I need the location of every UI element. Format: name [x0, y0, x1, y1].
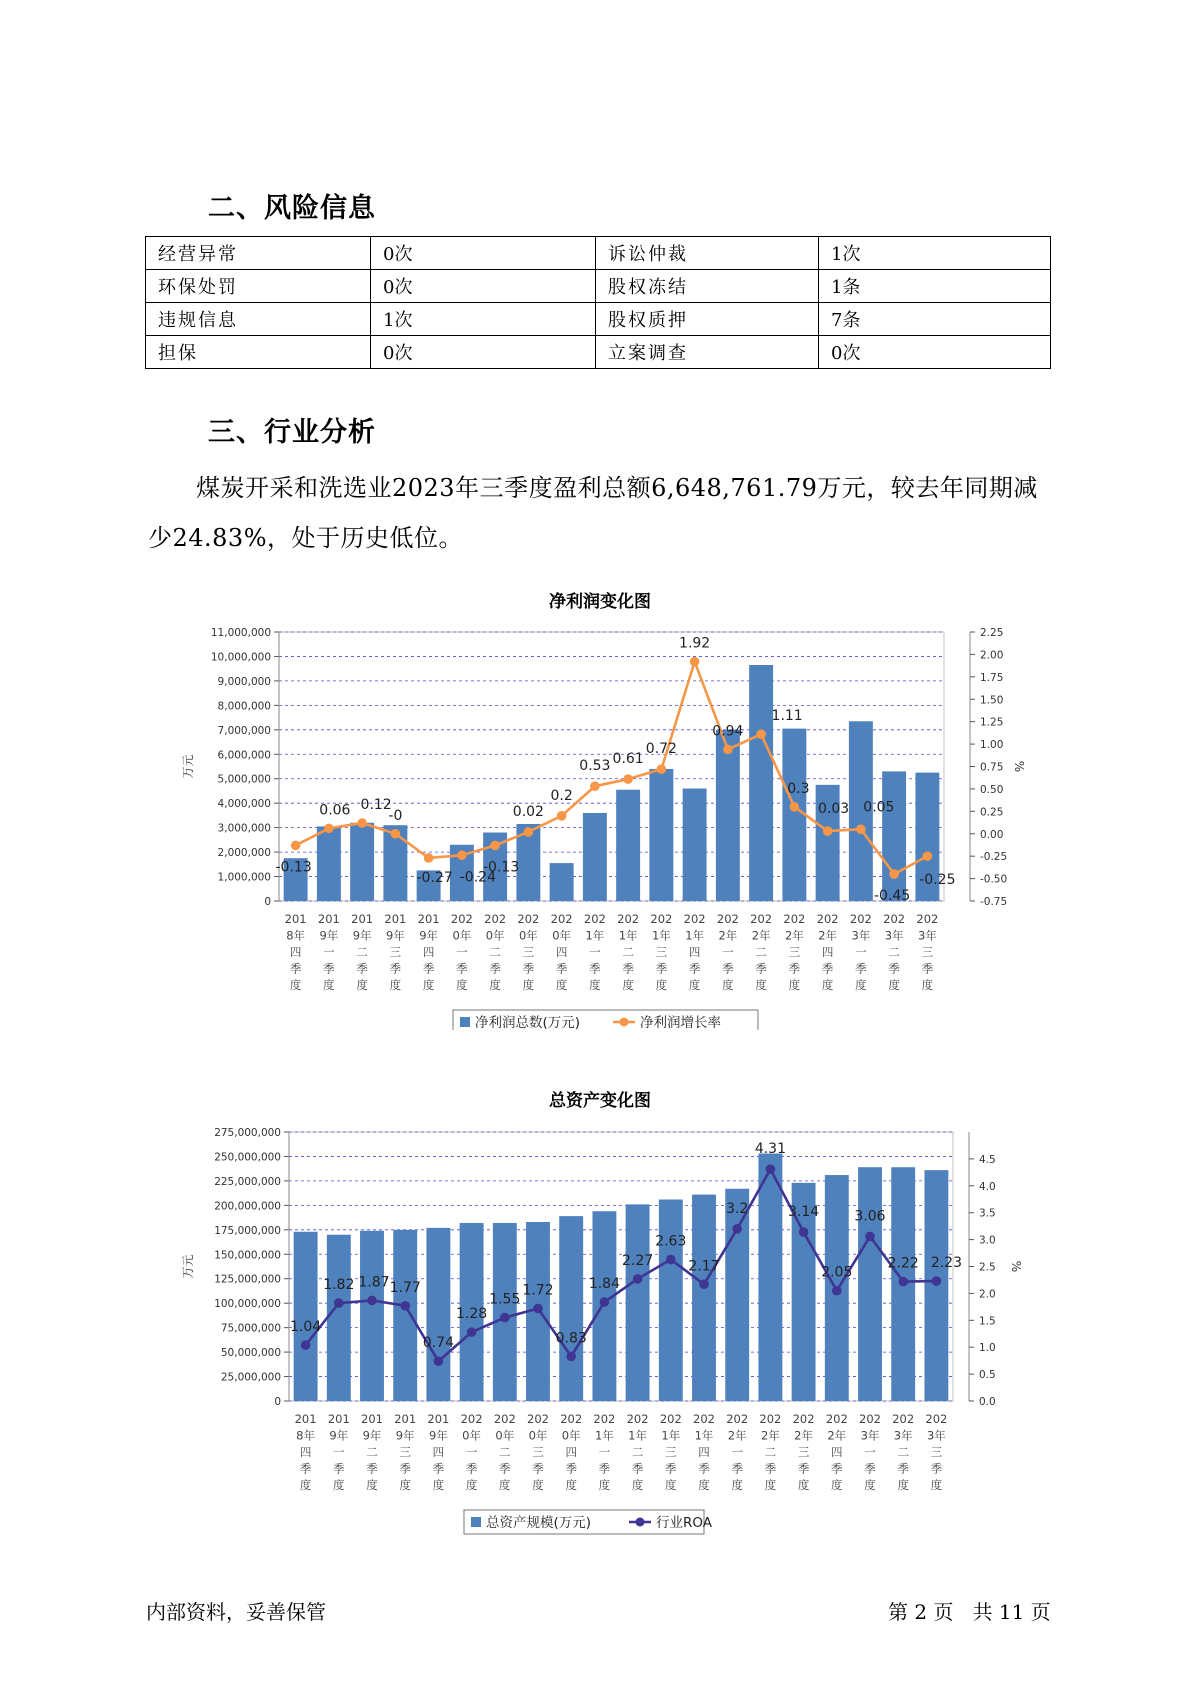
data-label: 1.04: [290, 1319, 322, 1336]
data-label: 0.12: [360, 796, 392, 813]
bar: [692, 1195, 716, 1401]
y-tick-label: 10,000,000: [210, 651, 271, 664]
y-tick-label: 2,000,000: [217, 847, 271, 860]
data-label: 1.84: [588, 1276, 620, 1293]
table-cell: 违规信息: [146, 303, 371, 336]
table-cell: 股权冻结: [596, 270, 819, 303]
y-tick-label: 200,000,000: [214, 1200, 281, 1213]
x-tick-label: 202 2年四季度: [816, 912, 839, 992]
y-tick-label: 4,000,000: [217, 798, 271, 811]
line-point: [457, 850, 467, 860]
x-tick-label: 202 0年一季度: [460, 1412, 483, 1492]
table-cell: 0次: [819, 336, 1051, 369]
data-label: -0: [388, 807, 403, 824]
y-tick-label: 6,000,000: [217, 749, 271, 762]
legend-bar-swatch: [471, 1517, 481, 1527]
section-title-risk: 二、风险信息: [208, 193, 376, 224]
y2-tick-label: 0.75: [980, 761, 1004, 774]
line-point: [865, 1232, 875, 1242]
data-label: 1.11: [771, 708, 803, 725]
x-tick-label: 202 1年三季度: [650, 912, 673, 992]
chart-title-net-profit: 净利润变化图: [549, 592, 651, 612]
line-point: [889, 869, 899, 879]
y2-tick-label: 2.25: [980, 627, 1004, 639]
data-label: 0.06: [319, 802, 351, 819]
bar: [882, 771, 906, 901]
x-tick-label: 202 3年三季度: [925, 1412, 948, 1492]
x-tick-label: 202 3年二季度: [883, 912, 906, 992]
y-tick-label: 100,000,000: [214, 1298, 281, 1311]
table-row: [146, 303, 1051, 336]
legend-line-label: 行业ROA: [656, 1515, 713, 1531]
table-row: [146, 237, 1051, 270]
x-tick-label: 201 9年三季度: [394, 1412, 417, 1492]
data-label: -0.13: [275, 859, 312, 876]
x-tick-label: 202 0年一季度: [450, 912, 473, 992]
industry-paragraph: 煤炭开采和洗选业2023年三季度盈利总额6,648,761.79万元，较去年同期减少24.83%，处于历史低位。: [148, 474, 1038, 552]
plot-area: [289, 1132, 953, 1401]
line-point: [490, 841, 500, 851]
line-point: [923, 851, 933, 861]
y2-tick-label: 1.25: [980, 716, 1004, 729]
y-tick-label: 250,000,000: [214, 1151, 281, 1164]
table-cell: 经营异常: [146, 237, 371, 270]
y-axis-label: 万元: [181, 1254, 195, 1279]
bar: [294, 1232, 318, 1401]
chart-title-total-assets: 总资产变化图: [549, 1091, 651, 1111]
legend-line-marker: [636, 1518, 645, 1527]
line-point: [657, 764, 667, 774]
y-tick-label: 125,000,000: [214, 1273, 281, 1286]
y-tick-label: 1,000,000: [217, 871, 271, 884]
y-axis-label: 万元: [181, 754, 195, 779]
line-point: [557, 811, 567, 821]
x-tick-label: 202 1年二季度: [617, 912, 640, 992]
y-tick-label: 25,000,000: [220, 1371, 281, 1384]
data-label: -0.27: [416, 869, 453, 886]
bar: [683, 789, 707, 901]
data-label: 1.92: [679, 635, 711, 652]
data-label: 3.06: [854, 1208, 886, 1225]
bar: [317, 826, 341, 901]
table-cell: 1次: [819, 237, 1051, 270]
y-tick-label: 8,000,000: [217, 700, 271, 713]
y2-tick-label: 1.50: [980, 694, 1004, 707]
line-point: [357, 818, 367, 828]
x-tick-label: 202 2年三季度: [792, 1412, 815, 1492]
line-point: [666, 1255, 676, 1265]
table-cell: 1次: [371, 303, 596, 336]
x-tick-label: 202 0年四季度: [560, 1412, 583, 1492]
line-point: [301, 1340, 311, 1350]
data-label: 0.94: [712, 723, 744, 740]
bar: [782, 729, 806, 901]
y-tick-label: 75,000,000: [220, 1322, 281, 1335]
data-label: 2.17: [688, 1258, 720, 1275]
data-label: 2.63: [655, 1233, 687, 1250]
line-point: [832, 1286, 842, 1296]
x-tick-label: 201 9年一季度: [327, 1412, 350, 1492]
table-cell: 立案调查: [596, 336, 819, 369]
footer-left: 内部资料，妥善保管: [146, 1600, 326, 1624]
x-tick-label: 202 0年四季度: [550, 912, 573, 992]
line-point: [424, 853, 434, 863]
y2-tick-label: -0.50: [980, 873, 1008, 886]
x-tick-label: 202 0年二季度: [484, 912, 507, 992]
bar: [758, 1154, 782, 1401]
data-label: 0.2: [550, 787, 573, 804]
table-cell: 7条: [819, 303, 1051, 336]
y2-tick-label: 2.00: [980, 649, 1004, 662]
x-tick-label: 202 1年三季度: [659, 1412, 682, 1492]
data-label: -0.24: [459, 869, 496, 886]
y2-tick-label: -0.75: [980, 896, 1008, 908]
bar: [327, 1235, 351, 1401]
data-label: 0.05: [863, 799, 895, 816]
line-point: [756, 729, 766, 739]
bar: [393, 1230, 417, 1401]
y2-tick-label: 4.0: [979, 1180, 996, 1193]
bar: [350, 823, 374, 901]
y-tick-label: 150,000,000: [214, 1249, 281, 1262]
y2-tick-label: 1.0: [979, 1342, 996, 1355]
y2-tick-label: 0.00: [980, 828, 1004, 841]
table-cell: 环保处罚: [146, 270, 371, 303]
table-cell: 诉讼仲裁: [596, 237, 819, 270]
x-tick-label: 202 2年一季度: [716, 912, 739, 992]
bar: [426, 1228, 450, 1401]
y-tick-label: 5,000,000: [217, 773, 271, 786]
x-tick-label: 201 9年二季度: [351, 912, 374, 992]
line-point: [799, 1227, 809, 1237]
y2-tick-label: 0.0: [979, 1396, 996, 1408]
table-cell: 0次: [371, 336, 596, 369]
line-point: [790, 802, 800, 812]
data-label: 1.55: [489, 1291, 521, 1308]
bar: [559, 1216, 583, 1401]
y-tick-label: 50,000,000: [220, 1347, 281, 1360]
x-tick-label: 202 3年一季度: [859, 1412, 881, 1492]
data-label: 3.2: [726, 1200, 749, 1217]
bar: [626, 1204, 650, 1401]
x-tick-label: 201 9年三季度: [384, 912, 407, 992]
y-tick-label: 7,000,000: [217, 724, 271, 737]
x-tick-label: 202 1年四季度: [693, 1412, 715, 1492]
line-point: [898, 1277, 908, 1287]
x-tick-label: 201 9年四季度: [417, 912, 440, 992]
x-tick-label: 202 2年一季度: [726, 1412, 749, 1492]
y2-tick-label: 0.5: [979, 1369, 996, 1382]
table-row: [146, 270, 1051, 303]
data-label: 0.74: [422, 1335, 454, 1352]
line-point: [467, 1327, 477, 1337]
y2-tick-label: 0.25: [980, 806, 1004, 819]
footer-right: 第 2 页 共 11 页: [888, 1600, 1051, 1624]
legend-line-label: 净利润增长率: [640, 1015, 721, 1030]
line-point: [823, 826, 833, 836]
y2-tick-label: 1.00: [980, 739, 1004, 752]
x-tick-label: 202 3年三季度: [916, 912, 939, 992]
x-tick-label: 202 1年一季度: [583, 912, 606, 992]
data-label: 1.87: [358, 1274, 390, 1291]
x-tick-label: 202 0年二季度: [493, 1412, 516, 1492]
x-tick-label: 202 3年二季度: [892, 1412, 915, 1492]
y2-tick-label: -0.25: [980, 851, 1008, 864]
line-point: [699, 1279, 709, 1289]
total-assets-chart: [170, 1110, 1050, 1540]
x-tick-label: 202 3年一季度: [849, 912, 872, 992]
data-label: 2.05: [821, 1264, 853, 1281]
data-label: -0.45: [874, 888, 911, 905]
line-point: [291, 841, 301, 851]
y-tick-label: 3,000,000: [217, 822, 271, 835]
y2-tick-label: 2.0: [979, 1288, 996, 1301]
y2-tick-label: 1.5: [979, 1315, 996, 1328]
line-point: [590, 781, 600, 791]
x-tick-label: 201 8年四季度: [284, 912, 307, 992]
data-label: 0.72: [645, 741, 677, 758]
line-point: [633, 1274, 643, 1284]
net-profit-chart: [170, 610, 1050, 1030]
x-tick-label: 202 1年二季度: [626, 1412, 649, 1492]
x-tick-label: 201 9年二季度: [361, 1412, 383, 1492]
risk-info-table: [145, 236, 1051, 369]
legend: [464, 1510, 713, 1534]
line-point: [600, 1297, 610, 1307]
line-point: [766, 1164, 776, 1174]
line-point: [533, 1304, 543, 1314]
legend-line-marker: [620, 1018, 629, 1027]
x-tick-label: 201 8年四季度: [294, 1412, 317, 1492]
data-label: 3.14: [788, 1204, 820, 1221]
plot-area: [279, 632, 944, 901]
x-tick-label: 202 1年四季度: [683, 912, 706, 992]
bar: [749, 665, 773, 901]
x-tick-label: 202 2年二季度: [750, 912, 773, 992]
y-tick-label: 9,000,000: [217, 675, 271, 688]
legend-bar-swatch: [460, 1017, 470, 1027]
legend-bar-label: 净利润总数(万元): [475, 1015, 581, 1030]
y2-axis-label: %: [1012, 760, 1026, 773]
legend-bar-label: 总资产规模(万元): [486, 1515, 592, 1531]
legend: [453, 1010, 758, 1030]
bar: [858, 1167, 882, 1401]
bar: [716, 730, 740, 901]
data-label: 1.77: [389, 1279, 421, 1296]
line-point: [367, 1296, 377, 1306]
line-point: [324, 824, 334, 834]
data-label: 0.02: [512, 803, 544, 820]
y-tick-label: 0: [274, 1396, 281, 1408]
data-label: 0.61: [612, 751, 644, 768]
table-cell: 1条: [819, 270, 1051, 303]
bar: [659, 1199, 683, 1401]
data-label: -0.13: [483, 859, 520, 876]
bar: [360, 1231, 384, 1401]
y-tick-label: 225,000,000: [214, 1175, 281, 1188]
y-tick-label: 11,000,000: [210, 627, 271, 639]
line-point: [524, 827, 534, 837]
data-label: 0.53: [579, 758, 611, 775]
y2-axis-label: %: [1009, 1260, 1023, 1273]
line-point: [500, 1313, 510, 1323]
data-label: 2.27: [622, 1252, 654, 1269]
data-label: 0.3: [787, 780, 810, 797]
x-tick-label: 201 9年一季度: [317, 912, 340, 992]
line-point: [690, 657, 700, 667]
line-point: [334, 1298, 344, 1308]
table-cell: 担保: [146, 336, 371, 369]
line-point: [434, 1356, 444, 1366]
x-tick-label: 202 2年四季度: [825, 1412, 848, 1492]
data-label: 2.23: [930, 1255, 962, 1272]
line-point: [723, 745, 733, 755]
table-cell: 股权质押: [596, 303, 819, 336]
data-label: 2.22: [887, 1255, 919, 1272]
y-tick-label: 275,000,000: [214, 1127, 281, 1139]
y2-tick-label: 3.5: [979, 1207, 996, 1220]
data-label: 4.31: [754, 1141, 786, 1158]
data-label: 0.03: [818, 801, 850, 818]
bar: [583, 813, 607, 901]
table-cell: 0次: [371, 237, 596, 270]
x-tick-label: 202 0年三季度: [517, 912, 540, 992]
bar: [649, 769, 673, 901]
bar: [550, 863, 574, 901]
y-tick-label: 0: [264, 896, 271, 908]
y2-tick-label: 4.5: [979, 1153, 996, 1166]
x-tick-label: 202 2年二季度: [759, 1412, 782, 1492]
bar: [616, 790, 640, 901]
data-label: 1.82: [323, 1277, 355, 1294]
y2-tick-label: 3.0: [979, 1234, 996, 1247]
line-point: [732, 1224, 742, 1234]
line-point: [932, 1276, 942, 1286]
bar: [493, 1223, 517, 1401]
section-title-industry: 三、行业分析: [208, 417, 376, 448]
data-label: 1.28: [456, 1306, 488, 1323]
x-tick-label: 202 2年三季度: [783, 912, 806, 992]
line-point: [391, 829, 401, 839]
x-tick-label: 201 9年四季度: [427, 1412, 450, 1492]
data-label: 1.72: [522, 1282, 554, 1299]
y-tick-label: 175,000,000: [214, 1224, 281, 1237]
table-row: [146, 336, 1051, 369]
line-point: [566, 1352, 576, 1362]
x-tick-label: 202 0年三季度: [527, 1412, 549, 1492]
line-point: [856, 824, 866, 834]
y2-tick-label: 0.50: [980, 783, 1004, 796]
data-label: 0.83: [555, 1330, 587, 1347]
bar: [725, 1189, 749, 1401]
x-tick-label: 202 1年一季度: [593, 1412, 616, 1492]
data-label: -0.25: [919, 872, 956, 889]
line-point: [623, 774, 633, 784]
table-cell: 0次: [371, 270, 596, 303]
y2-tick-label: 2.5: [979, 1261, 996, 1274]
y2-tick-label: 1.75: [980, 671, 1004, 684]
line-point: [400, 1301, 410, 1311]
